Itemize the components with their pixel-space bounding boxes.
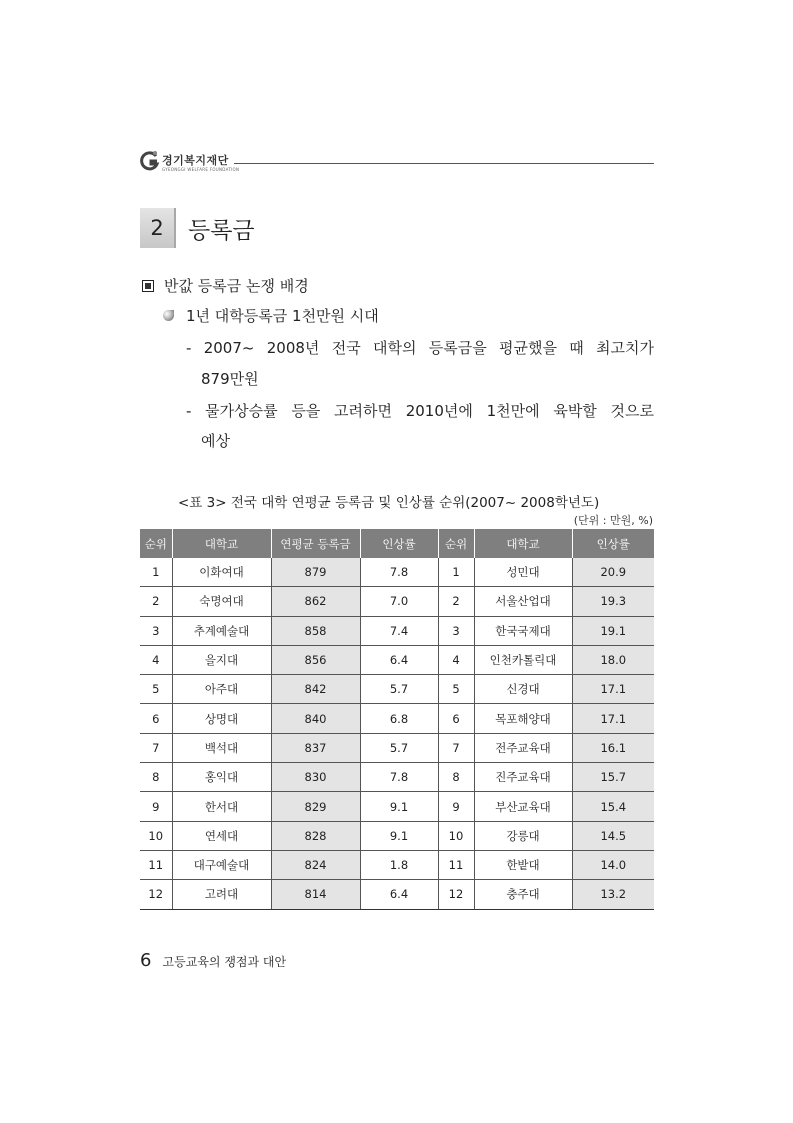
square-bullet-icon (142, 280, 154, 292)
table-cell: 1 (140, 558, 172, 587)
sub-bullet-text: 1년 대학등록금 1천만원 시대 (186, 307, 379, 325)
table-row (140, 558, 654, 587)
table-cell: 성민대 (474, 558, 572, 587)
dash-item-1-line1: - 2007~ 2008년 전국 대학의 등록금을 평균했을 때 최고치가 (186, 339, 654, 357)
table-header-cell: 인상률 (572, 529, 654, 558)
table-row (140, 792, 654, 821)
table-cell: 15.4 (572, 792, 654, 821)
table-cell: 13.2 (572, 880, 654, 909)
table-cell: 16.1 (572, 733, 654, 762)
table-cell: 홍익대 (172, 763, 271, 792)
table-cell: 1 (438, 558, 474, 587)
leaf-bullet-icon (163, 310, 174, 321)
main-bullet (142, 275, 309, 296)
table-cell: 837 (271, 733, 360, 762)
table-cell: 3 (438, 616, 474, 645)
table-cell: 12 (438, 880, 474, 909)
table-cell: 856 (271, 645, 360, 674)
dash-item-2-line2: 예상 (201, 432, 230, 450)
table-cell: 6 (438, 704, 474, 733)
table-cell: 7.0 (360, 587, 438, 616)
table-cell: 서울산업대 (474, 587, 572, 616)
table-cell: 17.1 (572, 675, 654, 704)
table-cell: 12 (140, 880, 172, 909)
table-cell: 6 (140, 704, 172, 733)
table-cell: 인천카톨릭대 (474, 645, 572, 674)
table-cell: 부산교육대 (474, 792, 572, 821)
table-cell: 862 (271, 587, 360, 616)
table-cell: 6.4 (360, 880, 438, 909)
table-cell: 상명대 (172, 704, 271, 733)
table-row (140, 850, 654, 879)
table-cell: 충주대 (474, 880, 572, 909)
table-cell: 20.9 (572, 558, 654, 587)
table-cell: 2 (140, 587, 172, 616)
dash-item-1-line2: 879만원 (201, 370, 259, 388)
dash-item-2-line1: - 물가상승률 등을 고려하면 2010년에 1천만에 육박할 것으로 (186, 402, 654, 420)
foundation-logo-icon (140, 150, 160, 172)
table-row (140, 733, 654, 762)
table-cell: 연세대 (172, 821, 271, 850)
table-header-cell: 순위 (438, 529, 474, 558)
table-cell: 전주교육대 (474, 733, 572, 762)
table-row (140, 880, 654, 909)
table-cell: 대구예술대 (172, 850, 271, 879)
table-cell: 9.1 (360, 821, 438, 850)
table-cell: 9.1 (360, 792, 438, 821)
table-cell: 11 (438, 850, 474, 879)
table-row (140, 587, 654, 616)
table-header-row (140, 529, 654, 558)
table-cell: 5.7 (360, 733, 438, 762)
table-cell: 7.4 (360, 616, 438, 645)
table-cell: 829 (271, 792, 360, 821)
table-cell: 14.5 (572, 821, 654, 850)
table-cell: 한국국제대 (474, 616, 572, 645)
table-cell: 추계예술대 (172, 616, 271, 645)
table-row (140, 704, 654, 733)
table-cell: 4 (438, 645, 474, 674)
page-header (140, 150, 654, 176)
table-cell: 진주교육대 (474, 763, 572, 792)
table-cell: 828 (271, 821, 360, 850)
table-cell: 824 (271, 850, 360, 879)
table-cell: 5 (140, 675, 172, 704)
table-cell: 이화여대 (172, 558, 271, 587)
section-title: 등록금 (188, 218, 255, 244)
table-header-cell: 대학교 (474, 529, 572, 558)
table-cell: 9 (438, 792, 474, 821)
table-cell: 879 (271, 558, 360, 587)
table-cell: 5 (438, 675, 474, 704)
table-caption: <표 3> 전국 대학 연평균 등록금 및 인상률 순위(2007~ 2008학년도) (178, 495, 600, 511)
table-cell: 목포해양대 (474, 704, 572, 733)
table-cell: 숙명여대 (172, 587, 271, 616)
table-cell: 7.8 (360, 558, 438, 587)
table-cell: 8 (438, 763, 474, 792)
table-cell: 6.4 (360, 645, 438, 674)
table-cell: 신경대 (474, 675, 572, 704)
table-cell: 19.1 (572, 616, 654, 645)
table-cell: 을지대 (172, 645, 271, 674)
table-header-cell: 대학교 (172, 529, 271, 558)
table-cell: 8 (140, 763, 172, 792)
table-cell: 10 (438, 821, 474, 850)
tuition-ranking-table (140, 529, 654, 910)
table-cell: 4 (140, 645, 172, 674)
table-cell: 고려대 (172, 880, 271, 909)
table-row (140, 645, 654, 674)
table-cell: 백석대 (172, 733, 271, 762)
table-row (140, 616, 654, 645)
table-cell: 830 (271, 763, 360, 792)
table-header-cell: 연평균 등록금 (271, 529, 360, 558)
table-row (140, 821, 654, 850)
table-row (140, 675, 654, 704)
table-row (140, 763, 654, 792)
table-header-cell: 순위 (140, 529, 172, 558)
section-number: 2 (140, 208, 176, 248)
table-cell: 강릉대 (474, 821, 572, 850)
footer-title: 고등교육의 쟁점과 대안 (162, 955, 287, 969)
table-cell: 17.1 (572, 704, 654, 733)
table-cell: 한서대 (172, 792, 271, 821)
table-cell: 6.8 (360, 704, 438, 733)
logo-subtext: GYEONGGI WELFARE FOUNDATION (162, 167, 240, 172)
table-header-cell: 인상률 (360, 529, 438, 558)
table-body (140, 558, 654, 909)
table-cell: 3 (140, 616, 172, 645)
table-cell: 5.7 (360, 675, 438, 704)
sub-bullet (163, 305, 379, 326)
table-cell: 10 (140, 821, 172, 850)
table-cell: 7 (140, 733, 172, 762)
table-cell: 18.0 (572, 645, 654, 674)
table-cell: 1.8 (360, 850, 438, 879)
table-cell: 14.0 (572, 850, 654, 879)
table-cell: 842 (271, 675, 360, 704)
table-cell: 아주대 (172, 675, 271, 704)
table-cell: 한밭대 (474, 850, 572, 879)
table-cell: 9 (140, 792, 172, 821)
logo-text: 경기복지재단 (162, 154, 229, 167)
table-cell: 840 (271, 704, 360, 733)
header-rule (234, 163, 654, 164)
table-cell: 858 (271, 616, 360, 645)
table-cell: 2 (438, 587, 474, 616)
table-cell: 7.8 (360, 763, 438, 792)
table-cell: 11 (140, 850, 172, 879)
table-cell: 15.7 (572, 763, 654, 792)
main-bullet-text: 반값 등록금 논쟁 배경 (164, 277, 309, 295)
table-cell: 19.3 (572, 587, 654, 616)
table-cell: 7 (438, 733, 474, 762)
table-unit: (단위 : 만원, %) (573, 514, 653, 527)
page-footer (140, 950, 286, 971)
table-cell: 814 (271, 880, 360, 909)
page-number: 6 (140, 950, 152, 971)
